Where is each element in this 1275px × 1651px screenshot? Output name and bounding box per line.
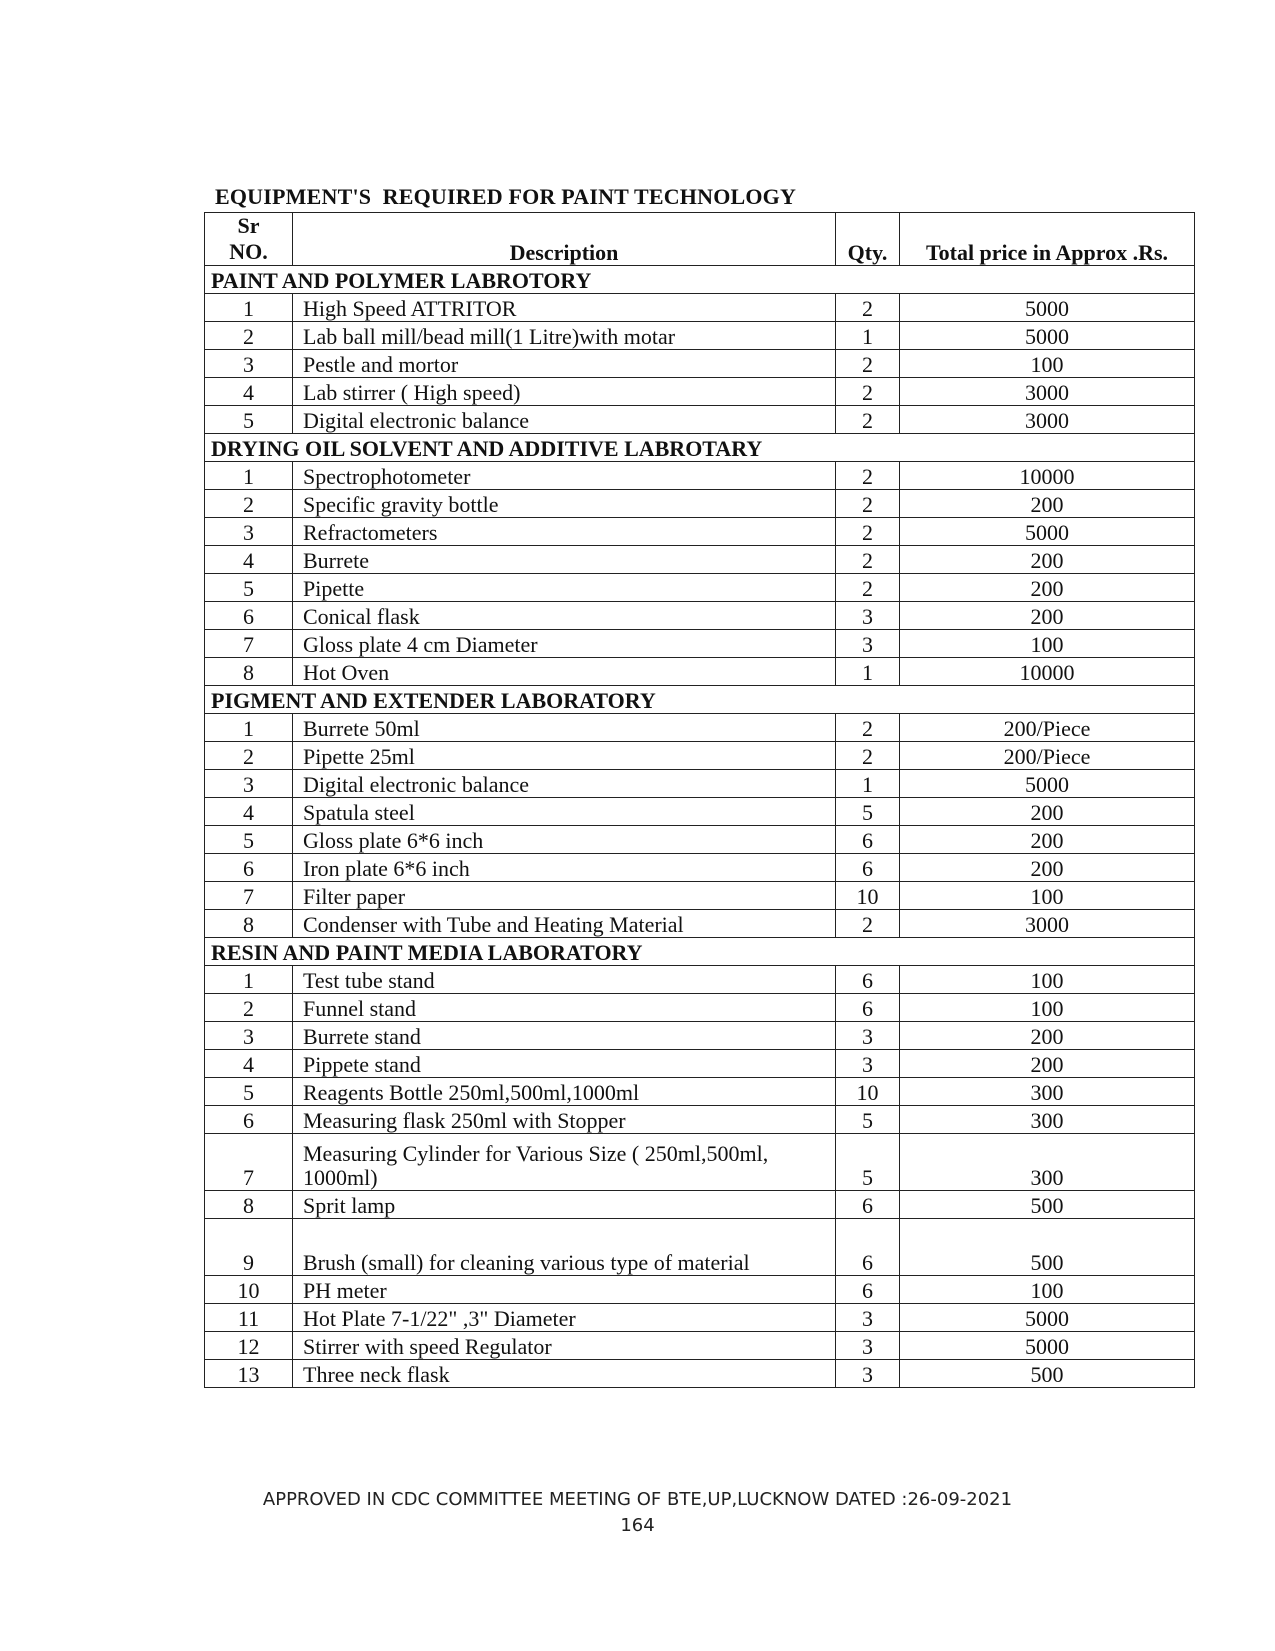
page-number: 164 <box>620 1515 655 1536</box>
cell-description: Burrete 50ml <box>293 714 836 742</box>
cell-qty: 6 <box>836 1191 900 1219</box>
cell-sr-no: 7 <box>205 882 293 910</box>
cell-price: 300 <box>900 1078 1195 1106</box>
cell-sr-no: 9 <box>205 1219 293 1276</box>
cell-description: Condenser with Tube and Heating Material <box>293 910 836 938</box>
cell-price: 5000 <box>900 518 1195 546</box>
cell-price: 5000 <box>900 1304 1195 1332</box>
table-row <box>205 882 1195 910</box>
table-row <box>205 378 1195 406</box>
cell-sr-no: 6 <box>205 602 293 630</box>
cell-sr-no: 1 <box>205 966 293 994</box>
cell-price: 100 <box>900 882 1195 910</box>
table-row <box>205 518 1195 546</box>
cell-qty: 10 <box>836 882 900 910</box>
cell-price: 500 <box>900 1360 1195 1388</box>
table-row <box>205 1134 1195 1191</box>
cell-description: Stirrer with speed Regulator <box>293 1332 836 1360</box>
cell-sr-no: 6 <box>205 854 293 882</box>
table-row <box>205 322 1195 350</box>
cell-sr-no: 3 <box>205 1022 293 1050</box>
table-row <box>205 714 1195 742</box>
cell-qty: 2 <box>836 490 900 518</box>
cell-sr-no: 8 <box>205 1191 293 1219</box>
cell-description: Filter paper <box>293 882 836 910</box>
cell-qty: 2 <box>836 462 900 490</box>
cell-description: Specific gravity bottle <box>293 490 836 518</box>
cell-description: Gloss plate 4 cm Diameter <box>293 630 836 658</box>
cell-description: Iron plate 6*6 inch <box>293 854 836 882</box>
header-sr-line2: NO. <box>229 239 268 264</box>
cell-price: 3000 <box>900 378 1195 406</box>
cell-description: Brush (small) for cleaning various type of material <box>293 1219 836 1276</box>
cell-qty: 2 <box>836 350 900 378</box>
cell-description: Measuring flask 250ml with Stopper <box>293 1106 836 1134</box>
cell-price: 200/Piece <box>900 742 1195 770</box>
cell-qty: 1 <box>836 658 900 686</box>
cell-qty: 2 <box>836 910 900 938</box>
approval-footer: APPROVED IN CDC COMMITTEE MEETING OF BTE,UP,LUCKNOW DATED :26-09-2021 <box>262 1489 1013 1510</box>
cell-qty: 5 <box>836 798 900 826</box>
cell-description: Lab ball mill/bead mill(1 Litre)with motar <box>293 322 836 350</box>
equipment-table <box>204 212 1195 1388</box>
cell-qty: 2 <box>836 546 900 574</box>
header-qty: Qty. <box>836 213 900 266</box>
cell-qty: 3 <box>836 1360 900 1388</box>
cell-description: Conical flask <box>293 602 836 630</box>
cell-sr-no: 7 <box>205 1134 293 1191</box>
cell-sr-no: 3 <box>205 350 293 378</box>
cell-price: 100 <box>900 1276 1195 1304</box>
cell-description: Refractometers <box>293 518 836 546</box>
cell-qty: 3 <box>836 630 900 658</box>
cell-sr-no: 8 <box>205 910 293 938</box>
cell-description: Spectrophotometer <box>293 462 836 490</box>
table-row <box>205 1332 1195 1360</box>
cell-sr-no: 3 <box>205 770 293 798</box>
table-row <box>205 574 1195 602</box>
cell-qty: 2 <box>836 378 900 406</box>
table-row <box>205 798 1195 826</box>
cell-description: Pippete stand <box>293 1050 836 1078</box>
header-sr-line1: Sr <box>237 213 260 238</box>
section-title: PIGMENT AND EXTENDER LABORATORY <box>205 686 1195 714</box>
cell-qty: 2 <box>836 714 900 742</box>
cell-description: Funnel stand <box>293 994 836 1022</box>
cell-qty: 6 <box>836 1219 900 1276</box>
table-row <box>205 1360 1195 1388</box>
cell-sr-no: 5 <box>205 574 293 602</box>
cell-sr-no: 2 <box>205 490 293 518</box>
table-row <box>205 826 1195 854</box>
cell-price: 200 <box>900 574 1195 602</box>
cell-sr-no: 6 <box>205 1106 293 1134</box>
cell-price: 200 <box>900 546 1195 574</box>
cell-price: 500 <box>900 1191 1195 1219</box>
table-row <box>205 630 1195 658</box>
cell-sr-no: 4 <box>205 378 293 406</box>
section-title: DRYING OIL SOLVENT AND ADDITIVE LABROTARY <box>205 434 1195 462</box>
cell-sr-no: 2 <box>205 994 293 1022</box>
table-row <box>205 770 1195 798</box>
cell-sr-no: 2 <box>205 742 293 770</box>
cell-price: 100 <box>900 994 1195 1022</box>
cell-price: 10000 <box>900 658 1195 686</box>
table-row <box>205 1219 1195 1276</box>
table-row <box>205 350 1195 378</box>
cell-description: Pestle and mortor <box>293 350 836 378</box>
cell-price: 100 <box>900 630 1195 658</box>
cell-description: Lab stirrer ( High speed) <box>293 378 836 406</box>
cell-qty: 2 <box>836 574 900 602</box>
table-row <box>205 602 1195 630</box>
cell-price: 300 <box>900 1134 1195 1191</box>
table-row <box>205 1304 1195 1332</box>
cell-sr-no: 2 <box>205 322 293 350</box>
cell-description: Hot Oven <box>293 658 836 686</box>
table-row <box>205 1191 1195 1219</box>
cell-description: Measuring Cylinder for Various Size ( 250ml,500ml, 1000ml) <box>293 1134 836 1191</box>
table-row <box>205 658 1195 686</box>
cell-price: 5000 <box>900 770 1195 798</box>
cell-sr-no: 8 <box>205 658 293 686</box>
cell-qty: 3 <box>836 1332 900 1360</box>
cell-sr-no: 5 <box>205 1078 293 1106</box>
section-title: RESIN AND PAINT MEDIA LABORATORY <box>205 938 1195 966</box>
table-row <box>205 1022 1195 1050</box>
table-row <box>205 994 1195 1022</box>
table-row <box>205 406 1195 434</box>
header-sr-no <box>205 213 293 266</box>
cell-qty: 6 <box>836 854 900 882</box>
cell-sr-no: 10 <box>205 1276 293 1304</box>
cell-description: Pipette <box>293 574 836 602</box>
cell-sr-no: 7 <box>205 630 293 658</box>
cell-price: 5000 <box>900 1332 1195 1360</box>
table-header-row <box>205 213 1195 266</box>
cell-qty: 2 <box>836 742 900 770</box>
cell-description: Gloss plate 6*6 inch <box>293 826 836 854</box>
cell-description: Test tube stand <box>293 966 836 994</box>
cell-description: Pipette 25ml <box>293 742 836 770</box>
cell-price: 200 <box>900 854 1195 882</box>
table-row <box>205 1078 1195 1106</box>
cell-qty: 3 <box>836 1022 900 1050</box>
table-row <box>205 742 1195 770</box>
cell-price: 200 <box>900 1050 1195 1078</box>
header-price: Total price in Approx .Rs. <box>900 213 1195 266</box>
cell-price: 300 <box>900 1106 1195 1134</box>
cell-description: Burrete <box>293 546 836 574</box>
cell-description: Reagents Bottle 250ml,500ml,1000ml <box>293 1078 836 1106</box>
section-header-row <box>205 266 1195 294</box>
cell-description: Digital electronic balance <box>293 770 836 798</box>
cell-qty: 2 <box>836 294 900 322</box>
cell-price: 3000 <box>900 910 1195 938</box>
cell-qty: 2 <box>836 518 900 546</box>
table-row <box>205 490 1195 518</box>
cell-qty: 6 <box>836 966 900 994</box>
table-row <box>205 1050 1195 1078</box>
cell-price: 100 <box>900 966 1195 994</box>
cell-price: 500 <box>900 1219 1195 1276</box>
cell-description: Three neck flask <box>293 1360 836 1388</box>
cell-sr-no: 3 <box>205 518 293 546</box>
section-title: PAINT AND POLYMER LABROTORY <box>205 266 1195 294</box>
cell-price: 5000 <box>900 294 1195 322</box>
cell-price: 200 <box>900 490 1195 518</box>
cell-qty: 5 <box>836 1106 900 1134</box>
cell-sr-no: 1 <box>205 294 293 322</box>
cell-price: 3000 <box>900 406 1195 434</box>
cell-price: 5000 <box>900 322 1195 350</box>
table-row <box>205 910 1195 938</box>
cell-sr-no: 11 <box>205 1304 293 1332</box>
cell-sr-no: 13 <box>205 1360 293 1388</box>
cell-qty: 3 <box>836 1050 900 1078</box>
cell-qty: 6 <box>836 994 900 1022</box>
cell-sr-no: 4 <box>205 1050 293 1078</box>
cell-description: Burrete stand <box>293 1022 836 1050</box>
cell-description: Digital electronic balance <box>293 406 836 434</box>
cell-description: Sprit lamp <box>293 1191 836 1219</box>
header-description: Description <box>293 213 836 266</box>
cell-qty: 6 <box>836 1276 900 1304</box>
table-row <box>205 966 1195 994</box>
cell-sr-no: 4 <box>205 546 293 574</box>
cell-qty: 1 <box>836 770 900 798</box>
cell-sr-no: 1 <box>205 462 293 490</box>
cell-qty: 1 <box>836 322 900 350</box>
table-row <box>205 1276 1195 1304</box>
cell-qty: 3 <box>836 1304 900 1332</box>
cell-sr-no: 5 <box>205 406 293 434</box>
section-header-row <box>205 686 1195 714</box>
cell-description: Spatula steel <box>293 798 836 826</box>
cell-description: Hot Plate 7-1/22" ,3" Diameter <box>293 1304 836 1332</box>
table-row <box>205 462 1195 490</box>
cell-qty: 5 <box>836 1134 900 1191</box>
cell-sr-no: 4 <box>205 798 293 826</box>
cell-description: High Speed ATTRITOR <box>293 294 836 322</box>
table-row <box>205 854 1195 882</box>
table-row <box>205 546 1195 574</box>
cell-qty: 6 <box>836 826 900 854</box>
cell-price: 10000 <box>900 462 1195 490</box>
cell-description: PH meter <box>293 1276 836 1304</box>
cell-price: 200 <box>900 798 1195 826</box>
table-row <box>205 294 1195 322</box>
cell-price: 200 <box>900 602 1195 630</box>
section-header-row <box>205 434 1195 462</box>
cell-price: 200/Piece <box>900 714 1195 742</box>
table-row <box>205 1106 1195 1134</box>
cell-qty: 3 <box>836 602 900 630</box>
section-header-row <box>205 938 1195 966</box>
cell-sr-no: 5 <box>205 826 293 854</box>
document-title: EQUIPMENT'S REQUIRED FOR PAINT TECHNOLOGY <box>215 184 797 209</box>
cell-price: 200 <box>900 1022 1195 1050</box>
cell-qty: 2 <box>836 406 900 434</box>
cell-sr-no: 12 <box>205 1332 293 1360</box>
cell-price: 100 <box>900 350 1195 378</box>
cell-sr-no: 1 <box>205 714 293 742</box>
cell-qty: 10 <box>836 1078 900 1106</box>
cell-price: 200 <box>900 826 1195 854</box>
